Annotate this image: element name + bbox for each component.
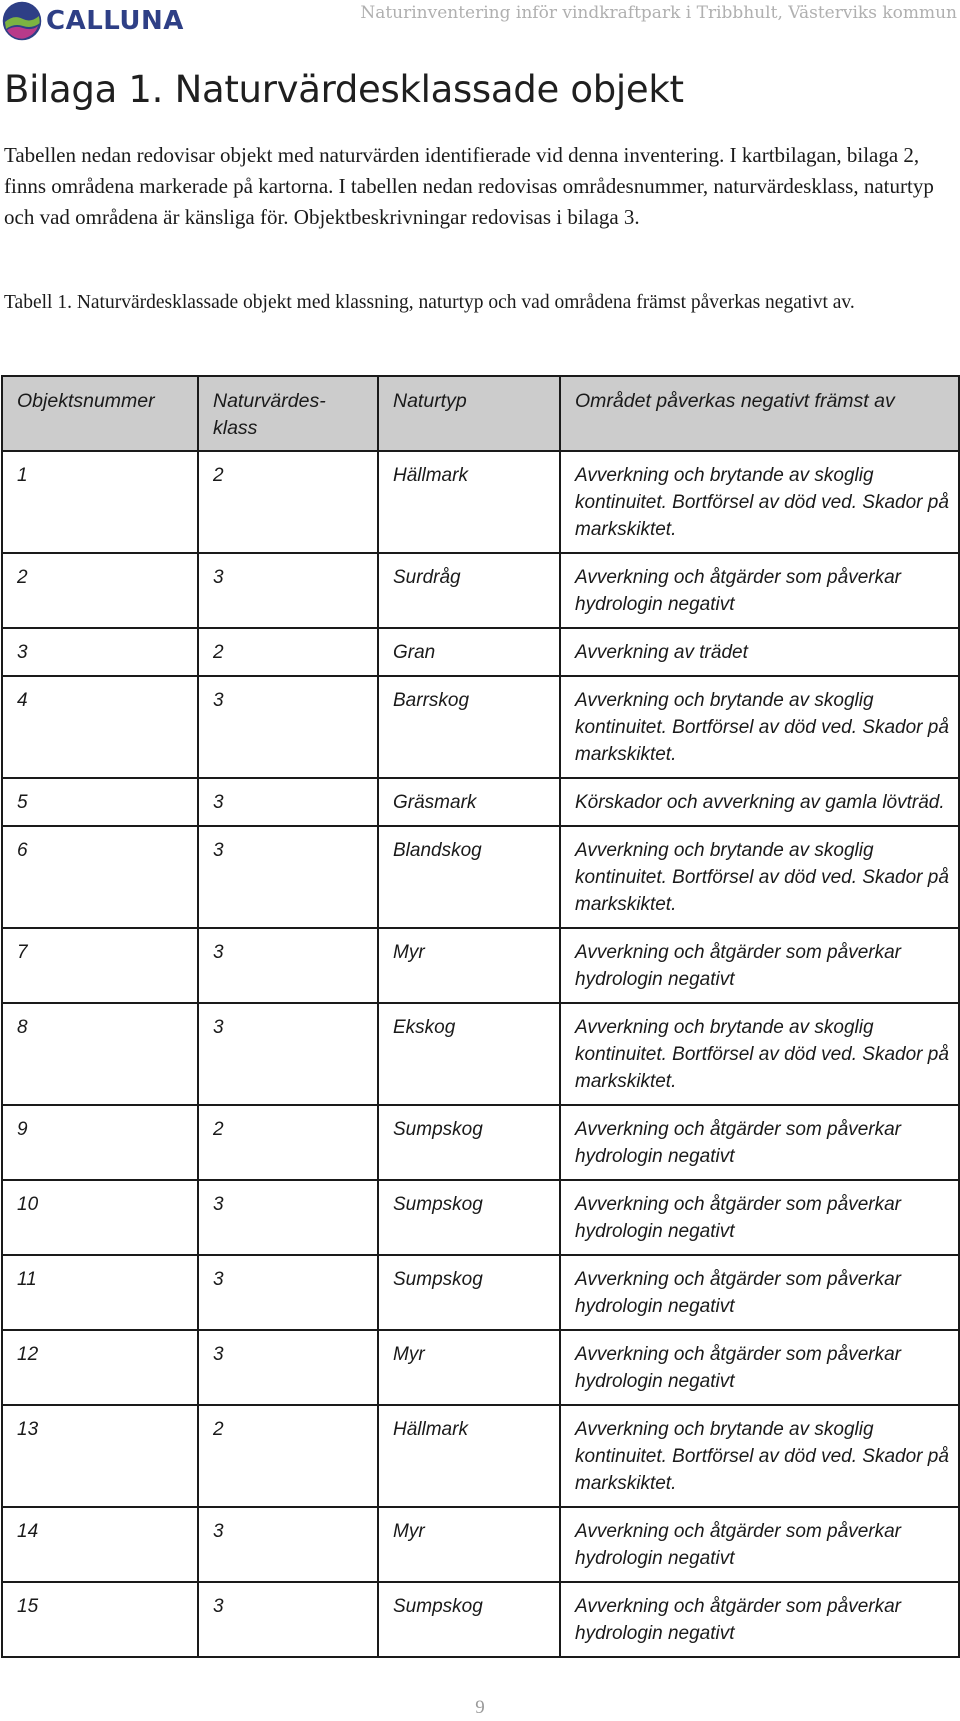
cell-objektsnummer: 9 [2, 1105, 198, 1180]
table-row [2, 676, 959, 778]
cell-naturtyp: Myr [378, 1330, 560, 1405]
cell-naturvardesklass: 2 [198, 628, 378, 676]
table-row [2, 1405, 959, 1507]
cell-paverkan: Avverkning och åtgärder som påverkar hydrologin negativt [560, 1180, 959, 1255]
cell-objektsnummer: 6 [2, 826, 198, 928]
cell-naturvardesklass: 3 [198, 676, 378, 778]
cell-naturvardesklass: 2 [198, 451, 378, 553]
cell-naturvardesklass: 3 [198, 1003, 378, 1105]
cell-naturtyp: Gran [378, 628, 560, 676]
cell-naturvardesklass: 3 [198, 778, 378, 826]
cell-naturtyp: Myr [378, 928, 560, 1003]
header-naturtyp: Naturtyp [378, 376, 560, 451]
header-paverkan: Området påverkas negativt främst av [560, 376, 959, 451]
header-naturvardesklass: Naturvärdes- klass [198, 376, 378, 451]
table-row [2, 1180, 959, 1255]
calluna-globe-logo-icon [2, 1, 42, 41]
cell-objektsnummer: 2 [2, 553, 198, 628]
cell-paverkan: Avverkning och brytande av skoglig kontinuitet. Bortförsel av död ved. Skador på markskiktet. [560, 1405, 959, 1507]
table-row [2, 1330, 959, 1405]
cell-objektsnummer: 3 [2, 628, 198, 676]
cell-naturvardesklass: 3 [198, 1330, 378, 1405]
cell-naturvardesklass: 3 [198, 1582, 378, 1657]
cell-paverkan: Avverkning och brytande av skoglig kontinuitet. Bortförsel av död ved. Skador på markskiktet. [560, 826, 959, 928]
cell-naturvardesklass: 3 [198, 928, 378, 1003]
calluna-logo [2, 1, 184, 41]
cell-naturvardesklass: 3 [198, 826, 378, 928]
cell-paverkan: Avverkning och åtgärder som påverkar hydrologin negativt [560, 1582, 959, 1657]
cell-naturtyp: Sumpskog [378, 1105, 560, 1180]
table-row [2, 778, 959, 826]
cell-naturvardesklass: 3 [198, 553, 378, 628]
cell-naturtyp: Sumpskog [378, 1180, 560, 1255]
cell-naturtyp: Sumpskog [378, 1582, 560, 1657]
table-caption: Tabell 1. Naturvärdesklassade objekt med klassning, naturtyp och vad områdena främst påverkas negativt av. [4, 292, 855, 313]
cell-naturvardesklass: 3 [198, 1255, 378, 1330]
cell-objektsnummer: 14 [2, 1507, 198, 1582]
table-row [2, 451, 959, 553]
cell-naturvardesklass: 2 [198, 1105, 378, 1180]
cell-paverkan: Avverkning och åtgärder som påverkar hydrologin negativt [560, 1105, 959, 1180]
page-number: 9 [475, 1697, 485, 1718]
page-title: Bilaga 1. Naturvärdesklassade objekt [4, 68, 684, 111]
table-row [2, 553, 959, 628]
cell-naturtyp: Hällmark [378, 451, 560, 553]
cell-objektsnummer: 4 [2, 676, 198, 778]
table-header-row [2, 376, 959, 451]
table-row [2, 1582, 959, 1657]
header-objektsnummer: Objektsnummer [2, 376, 198, 451]
cell-paverkan: Avverkning och åtgärder som påverkar hydrologin negativt [560, 553, 959, 628]
cell-naturtyp: Blandskog [378, 826, 560, 928]
cell-objektsnummer: 5 [2, 778, 198, 826]
page-header [0, 0, 960, 44]
cell-objektsnummer: 12 [2, 1330, 198, 1405]
cell-naturtyp: Hällmark [378, 1405, 560, 1507]
cell-objektsnummer: 8 [2, 1003, 198, 1105]
table-row [2, 928, 959, 1003]
cell-objektsnummer: 15 [2, 1582, 198, 1657]
cell-naturtyp: Gräsmark [378, 778, 560, 826]
cell-naturtyp: Ekskog [378, 1003, 560, 1105]
running-head: Naturinventering inför vindkraftpark i Tribbhult, Västerviks kommun [360, 3, 957, 23]
cell-paverkan: Avverkning och brytande av skoglig kontinuitet. Bortförsel av död ved. Skador på markskiktet. [560, 676, 959, 778]
cell-paverkan: Avverkning och åtgärder som påverkar hydrologin negativt [560, 1330, 959, 1405]
table-row [2, 628, 959, 676]
cell-paverkan: Avverkning av trädet [560, 628, 959, 676]
cell-paverkan: Avverkning och åtgärder som påverkar hydrologin negativt [560, 928, 959, 1003]
cell-objektsnummer: 10 [2, 1180, 198, 1255]
table-body [2, 451, 959, 1657]
logo-wordmark: CALLUNA [46, 6, 184, 36]
table-row [2, 1255, 959, 1330]
cell-objektsnummer: 7 [2, 928, 198, 1003]
cell-paverkan: Avverkning och åtgärder som påverkar hydrologin negativt [560, 1507, 959, 1582]
cell-naturtyp: Sumpskog [378, 1255, 560, 1330]
cell-paverkan: Avverkning och brytande av skoglig kontinuitet. Bortförsel av död ved. Skador på markskiktet. [560, 1003, 959, 1105]
cell-naturtyp: Barrskog [378, 676, 560, 778]
cell-objektsnummer: 13 [2, 1405, 198, 1507]
cell-naturvardesklass: 3 [198, 1180, 378, 1255]
intro-paragraph: Tabellen nedan redovisar objekt med naturvärden identifierade vid denna inventering. I kartbilagan, bilaga 2, finns områdena markerade på kartorna. I tabellen nedan redovisas områdesnummer, naturvärdesklass, naturtyp och vad områdena är känsliga för. Objektbeskrivningar redovisas i bilaga 3. [4, 143, 934, 229]
objects-table [1, 375, 960, 1658]
cell-naturtyp: Surdråg [378, 553, 560, 628]
cell-objektsnummer: 11 [2, 1255, 198, 1330]
cell-paverkan: Avverkning och åtgärder som påverkar hydrologin negativt [560, 1255, 959, 1330]
cell-paverkan: Körskador och avverkning av gamla lövträd. [560, 778, 959, 826]
cell-naturtyp: Myr [378, 1507, 560, 1582]
cell-naturvardesklass: 2 [198, 1405, 378, 1507]
table-row [2, 1105, 959, 1180]
table-row [2, 1507, 959, 1582]
cell-paverkan: Avverkning och brytande av skoglig kontinuitet. Bortförsel av död ved. Skador på markskiktet. [560, 451, 959, 553]
cell-naturvardesklass: 3 [198, 1507, 378, 1582]
table-row [2, 826, 959, 928]
cell-objektsnummer: 1 [2, 451, 198, 553]
table-row [2, 1003, 959, 1105]
